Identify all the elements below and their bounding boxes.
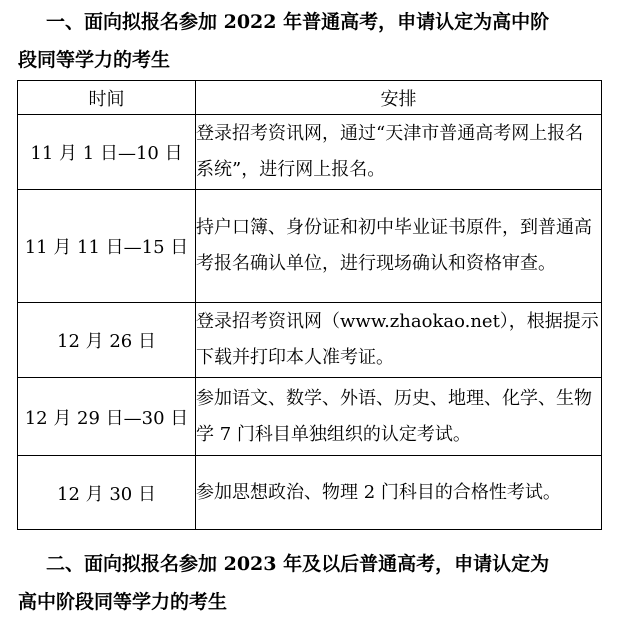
row-time: 11 月 11 日—15 日 [18,190,196,303]
table-row [18,115,602,190]
row-plan: 参加语文、数学、外语、历史、地理、化学、生物学 7 门科目单独组织的认定考试。 [196,378,602,456]
table-row [18,456,602,530]
table-header-row [18,81,602,115]
section-2-heading-line-1: 二、面向拟报名参加 2023 年及以后普通高考，申请认定为 [46,553,550,575]
section-1-heading [0,3,619,79]
row-plan: 登录招考资讯网（www.zhaokao.net），根据提示下载并打印本人准考证。 [196,303,602,378]
row-plan: 登录招考资讯网，通过“天津市普通高考网上报名系统”，进行网上报名。 [196,115,602,190]
section-2-heading-line-2: 高中阶段同等学力的考生 [18,591,228,613]
row-time: 12 月 29 日—30 日 [18,378,196,456]
table-row [18,303,602,378]
header-time: 时间 [18,81,196,115]
row-time: 12 月 26 日 [18,303,196,378]
row-plan: 持户口簿、身份证和初中毕业证书原件，到普通高考报名确认单位，进行现场确认和资格审查。 [196,190,602,303]
schedule-table [17,80,602,530]
section-1-heading-line-2: 段同等学力的考生 [18,49,171,71]
table-row [18,190,602,303]
row-time: 11 月 1 日—10 日 [18,115,196,190]
row-plan: 参加思想政治、物理 2 门科目的合格性考试。 [196,456,602,530]
section-1-heading-line-1: 一、面向拟报名参加 2022 年普通高考，申请认定为高中阶 [46,11,550,33]
section-2-heading [0,545,619,621]
table-row [18,378,602,456]
header-plan: 安排 [196,81,602,115]
row-time: 12 月 30 日 [18,456,196,530]
